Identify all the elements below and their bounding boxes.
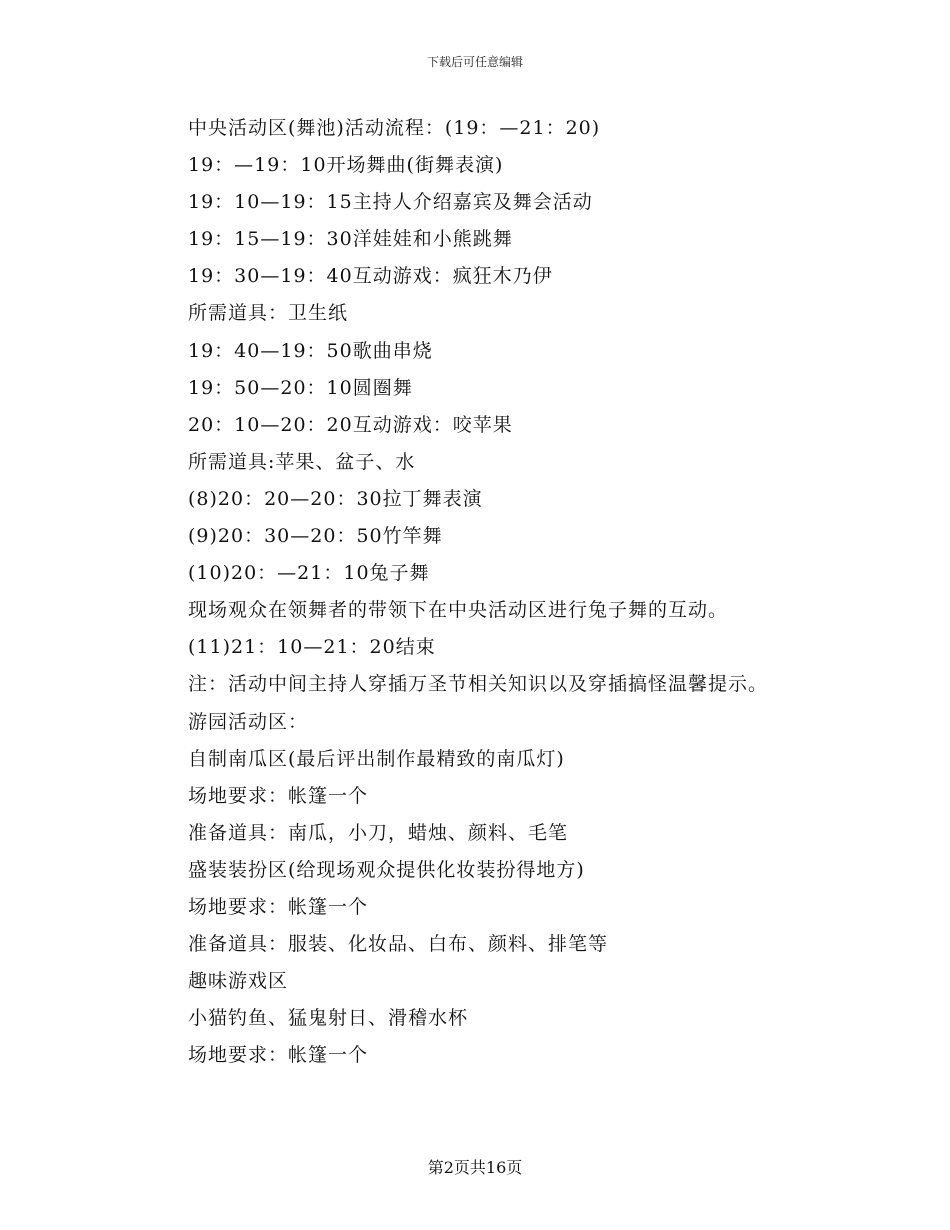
text-line: 游园活动区： — [188, 710, 309, 733]
text-line: 19：40—19：50歌曲串烧 — [188, 339, 433, 362]
text-line: (10)20：—21：10兔子舞 — [188, 562, 430, 585]
text-line: 19：15—19：30洋娃娃和小熊跳舞 — [188, 228, 513, 251]
text-line: 盛装装扮区(给现场观众提供化妆装扮得地方) — [188, 858, 585, 881]
page-header: 下载后可任意编辑 — [426, 55, 523, 69]
text-line: 注：活动中间主持人穿插万圣节相关知识以及穿插搞怪温馨提示。 — [188, 673, 769, 696]
text-line: 自制南瓜区(最后评出制作最精致的南瓜灯) — [188, 747, 565, 770]
page-footer: 第2页共16页 — [427, 1158, 523, 1177]
text-line: 准备道具：南瓜，小刀，蜡烛、颜料、毛笔 — [188, 821, 569, 844]
text-line: 趣味游戏区 — [188, 970, 289, 993]
text-line: 场地要求：帐篷一个 — [188, 1044, 369, 1067]
text-line: 场地要求：帐篷一个 — [188, 784, 369, 807]
text-line: 小猫钓鱼、猛鬼射日、滑稽水杯 — [188, 1007, 469, 1030]
text-line: 所需道具：卫生纸 — [188, 302, 349, 325]
text-line: (9)20：30—20：50竹竿舞 — [188, 525, 443, 548]
text-line: 现场观众在领舞者的带领下在中央活动区进行兔子舞的互动。 — [188, 599, 729, 622]
text-line: (11)21：10—21：20结束 — [188, 636, 436, 659]
text-line: 所需道具:苹果、盆子、水 — [188, 450, 416, 473]
document-body — [188, 110, 868, 1074]
text-line: 场地要求：帐篷一个 — [188, 895, 369, 918]
text-line: 19：30—19：40互动游戏：疯狂木乃伊 — [188, 265, 553, 288]
text-line: 19：50—20：10圆圈舞 — [188, 376, 413, 399]
text-line: 中央活动区(舞池)活动流程：(19：—21：20) — [188, 117, 601, 139]
text-line: 准备道具：服装、化妆品、白布、颜料、排笔等 — [188, 933, 609, 956]
text-line: 19：—19：10开场舞曲(街舞表演) — [188, 154, 504, 177]
text-line: 20：10—20：20互动游戏：咬苹果 — [188, 413, 513, 436]
text-line: (8)20：20—20：30拉丁舞表演 — [188, 487, 483, 510]
text-line: 19：10—19：15主持人介绍嘉宾及舞会活动 — [188, 191, 593, 214]
